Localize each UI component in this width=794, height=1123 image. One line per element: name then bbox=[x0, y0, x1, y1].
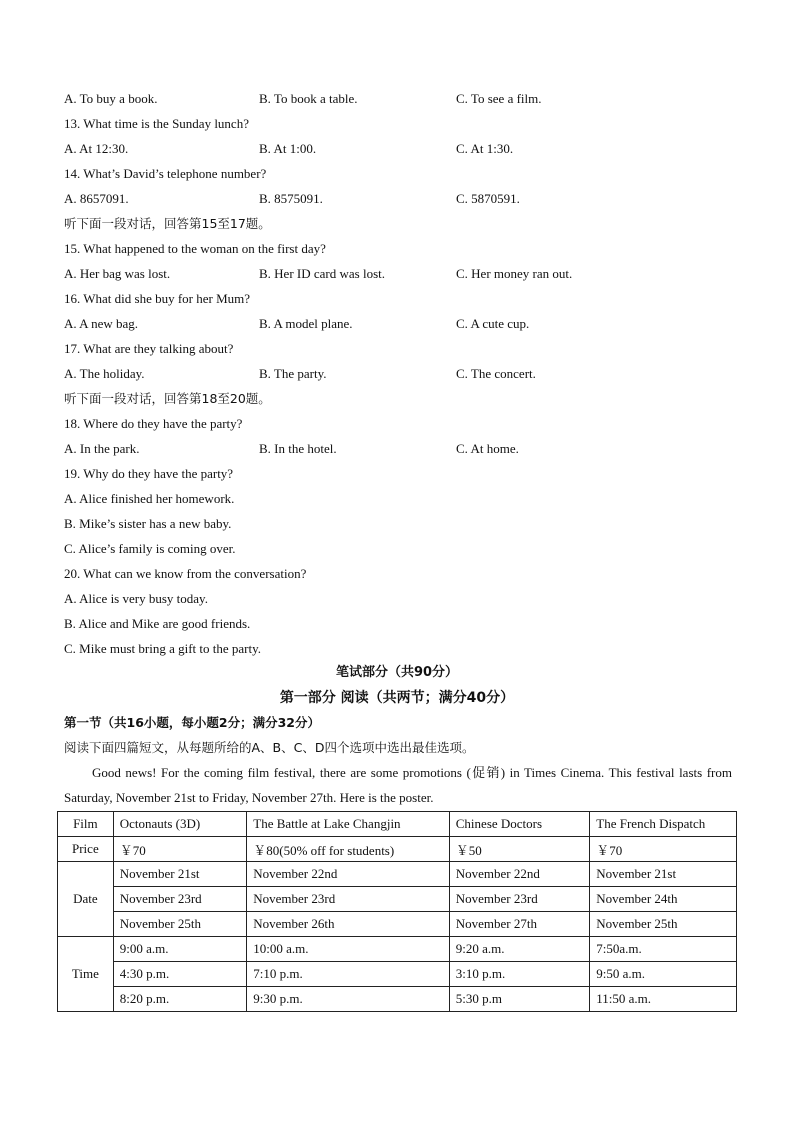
option-b: B. Her ID card was lost. bbox=[259, 266, 385, 281]
table-cell: ￥70 bbox=[113, 837, 247, 862]
instruction-15-17: 听下面一段对话，回答第15至17题。 bbox=[64, 216, 271, 231]
option-a: A. The holiday. bbox=[64, 366, 145, 381]
table-row-price bbox=[58, 837, 737, 862]
passage-intro: Good news! For the coming film festival, there are some promotions (促销) in Times Cinema. This festival lasts from Saturday, November 21st to Friday, November 27th. Here is the poster. bbox=[64, 765, 732, 805]
table-cell: 9:30 p.m. bbox=[247, 987, 450, 1012]
option-a: A. To buy a book. bbox=[64, 91, 158, 106]
option-b: B. 8575091. bbox=[259, 191, 323, 206]
table-row-film bbox=[58, 812, 737, 837]
option-a: A. In the park. bbox=[64, 441, 140, 456]
question-13-options bbox=[64, 140, 744, 158]
table-cell: 3:10 p.m. bbox=[449, 962, 590, 987]
option-a: A. Alice is very busy today. bbox=[64, 591, 208, 606]
table-cell: 9:00 a.m. bbox=[113, 937, 247, 962]
part1-title: 第一部分 阅读（共两节；满分40分） bbox=[279, 690, 515, 706]
row-header-date: Date bbox=[58, 862, 114, 937]
question-15: 15. What happened to the woman on the first day? bbox=[64, 241, 326, 256]
option-b: B. The party. bbox=[259, 366, 327, 381]
option-c: C. A cute cup. bbox=[456, 316, 530, 331]
option-b: B. A model plane. bbox=[259, 316, 353, 331]
question-16-options bbox=[64, 315, 744, 333]
option-c: C. Her money ran out. bbox=[456, 266, 573, 281]
table-cell: November 22nd bbox=[449, 862, 590, 887]
table-cell: November 25th bbox=[113, 912, 247, 937]
option-c: C. Alice’s family is coming over. bbox=[64, 541, 236, 556]
question-12-options bbox=[64, 90, 744, 108]
question-14-options bbox=[64, 190, 744, 208]
table-cell: November 23rd bbox=[449, 887, 590, 912]
row-header-film: Film bbox=[58, 812, 114, 837]
question-18: 18. Where do they have the party? bbox=[64, 416, 243, 431]
option-b: B. At 1:00. bbox=[259, 141, 317, 156]
table-cell: November 24th bbox=[590, 887, 737, 912]
table-cell: 7:10 p.m. bbox=[247, 962, 450, 987]
table-cell: 7:50a.m. bbox=[590, 937, 737, 962]
table-cell: ￥50 bbox=[449, 837, 590, 862]
option-a: A. Alice finished her homework. bbox=[64, 491, 235, 506]
question-19: 19. Why do they have the party? bbox=[64, 466, 234, 481]
table-cell: Octonauts (3D) bbox=[113, 812, 247, 837]
question-17: 17. What are they talking about? bbox=[64, 341, 234, 356]
table-cell: The Battle at Lake Changjin bbox=[247, 812, 450, 837]
table-row-time bbox=[58, 937, 737, 962]
table-cell: November 27th bbox=[449, 912, 590, 937]
table-cell: November 21st bbox=[590, 862, 737, 887]
table-cell: 5:30 p.m bbox=[449, 987, 590, 1012]
table-cell: The French Dispatch bbox=[590, 812, 737, 837]
question-18-options bbox=[64, 440, 744, 458]
question-13: 13. What time is the Sunday lunch? bbox=[64, 116, 249, 131]
table-cell: 10:00 a.m. bbox=[247, 937, 450, 962]
option-c: C. Mike must bring a gift to the party. bbox=[64, 641, 262, 656]
question-14: 14. What’s David’s telephone number? bbox=[64, 166, 267, 181]
question-15-options bbox=[64, 265, 744, 283]
table-cell: ￥80(50% off for students) bbox=[247, 837, 450, 862]
table-row-time bbox=[58, 987, 737, 1012]
table-row-date bbox=[58, 862, 737, 887]
table-cell: November 25th bbox=[590, 912, 737, 937]
option-b: B. In the hotel. bbox=[259, 441, 337, 456]
option-c: C. The concert. bbox=[456, 366, 536, 381]
option-a: A. At 12:30. bbox=[64, 141, 129, 156]
table-cell: 4:30 p.m. bbox=[113, 962, 247, 987]
option-b: B. Mike’s sister has a new baby. bbox=[64, 516, 232, 531]
written-part-title: 笔试部分（共90分） bbox=[335, 665, 459, 680]
option-c: C. To see a film. bbox=[456, 91, 542, 106]
table-cell: 9:20 a.m. bbox=[449, 937, 590, 962]
table-cell: November 22nd bbox=[247, 862, 450, 887]
table-row-time bbox=[58, 962, 737, 987]
table-cell: ￥70 bbox=[590, 837, 737, 862]
film-schedule-table bbox=[57, 811, 737, 1012]
table-cell: 9:50 a.m. bbox=[590, 962, 737, 987]
table-cell: November 21st bbox=[113, 862, 247, 887]
table-cell: November 23rd bbox=[247, 887, 450, 912]
table-cell: November 23rd bbox=[113, 887, 247, 912]
section1-instruction: 阅读下面四篇短文，从每题所给的A、B、C、D四个选项中选出最佳选项。 bbox=[64, 740, 475, 755]
option-b: B. Alice and Mike are good friends. bbox=[64, 616, 251, 631]
option-a: A. A new bag. bbox=[64, 316, 139, 331]
table-row-date bbox=[58, 912, 737, 937]
table-cell: 11:50 a.m. bbox=[590, 987, 737, 1012]
question-16: 16. What did she buy for her Mum? bbox=[64, 291, 251, 306]
table-cell: Chinese Doctors bbox=[449, 812, 590, 837]
option-c: C. At 1:30. bbox=[456, 141, 514, 156]
instruction-18-20: 听下面一段对话，回答第18至20题。 bbox=[64, 391, 271, 406]
option-c: C. At home. bbox=[456, 441, 519, 456]
row-header-price: Price bbox=[58, 837, 114, 862]
table-row-date bbox=[58, 887, 737, 912]
table-cell: 8:20 p.m. bbox=[113, 987, 247, 1012]
row-header-time: Time bbox=[58, 937, 114, 1012]
option-b: B. To book a table. bbox=[259, 91, 358, 106]
option-a: A. Her bag was lost. bbox=[64, 266, 171, 281]
question-20: 20. What can we know from the conversation? bbox=[64, 566, 307, 581]
question-17-options bbox=[64, 365, 744, 383]
option-c: C. 5870591. bbox=[456, 191, 520, 206]
option-a: A. 8657091. bbox=[64, 191, 129, 206]
section1-title: 第一节（共16小题，每小题2分；满分32分） bbox=[64, 715, 320, 730]
table-cell: November 26th bbox=[247, 912, 450, 937]
